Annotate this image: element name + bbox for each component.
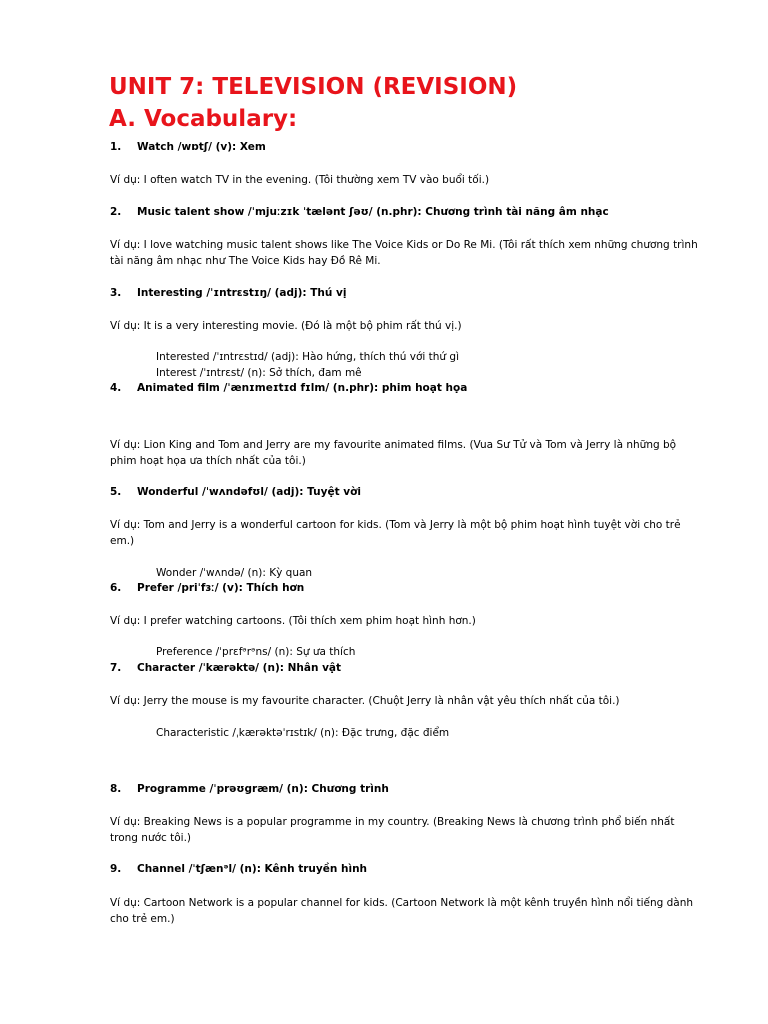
vocab-term-8 <box>110 782 389 797</box>
term-text: Animated film /ˈænɪmeɪtɪd fɪlm/ (n.phr): phim hoạt họa <box>137 382 468 394</box>
term-text: Interesting /ˈɪntrɛstɪŋ/ (adj): Thú vị <box>137 287 347 299</box>
derived-word: Wonder /ˈwʌndə/ (n): Kỳ quan <box>156 567 313 579</box>
item-number: 5. <box>110 486 122 498</box>
term-text: Programme /ˈprəʊgræm/ (n): Chương trình <box>137 783 389 795</box>
item-number: 4. <box>110 382 122 394</box>
page-title: UNIT 7: TELEVISION (REVISION) <box>109 74 518 100</box>
term-text: Wonderful /ˈwʌndəfʊl/ (adj): Tuyệt vời <box>137 486 361 498</box>
example-3: Ví dụ: It is a very interesting movie. (Đó là một bộ phim rất thú vị.) <box>110 320 462 332</box>
term-text: Prefer /priˈfɜː/ (v): Thích hơn <box>137 582 305 594</box>
derived-word: Characteristic /ˌkærəktəˈrɪstɪk/ (n): Đặc trưng, đặc điểm <box>156 727 450 739</box>
term-text: Music talent show /ˈmjuːzɪk ˈtælənt ʃəʊ/ (n.phr): Chương trình tài năng âm nhạc <box>137 206 609 218</box>
term-text: Watch /wɒtʃ/ (v): Xem <box>137 141 266 153</box>
item-number: 6. <box>110 582 122 594</box>
term-text: Character /ˈkærəktə/ (n): Nhân vật <box>137 662 342 674</box>
vocab-term-1 <box>110 140 266 155</box>
item-number: 2. <box>110 206 122 218</box>
vocab-term-4 <box>110 381 467 396</box>
vocab-term-9 <box>110 862 367 877</box>
vocab-term-2 <box>110 205 609 220</box>
vocab-term-7 <box>110 661 341 676</box>
item-number: 1. <box>110 141 122 153</box>
vocab-term-6 <box>110 581 304 596</box>
item-number: 7. <box>110 662 122 674</box>
example-7: Ví dụ: Jerry the mouse is my favourite character. (Chuột Jerry là nhân vật yêu thích nhất của tôi.) <box>110 695 620 707</box>
vocab-term-3 <box>110 286 346 301</box>
example-6: Ví dụ: I prefer watching cartoons. (Tôi thích xem phim hoạt hình hơn.) <box>110 615 476 627</box>
example-2: Ví dụ: I love watching music talent shows like The Voice Kids or Do Re Mi. (Tôi rất thích xem những chương trình tài năng âm nhạc như The Voice Kids hay Đồ Rê Mi. <box>110 239 698 267</box>
example-5: Ví dụ: Tom and Jerry is a wonderful cartoon for kids. (Tom và Jerry là một bộ phim hoạt hình tuyệt vời cho trẻ em.) <box>110 519 681 547</box>
term-text: Channel /ˈtʃænᵊl/ (n): Kênh truyền hình <box>137 863 368 875</box>
section-heading: A. Vocabulary: <box>109 106 298 132</box>
item-number: 9. <box>110 863 122 875</box>
vocab-term-5 <box>110 485 361 500</box>
example-1: Ví dụ: I often watch TV in the evening. (Tôi thường xem TV vào buổi tối.) <box>110 174 490 186</box>
derived-word: Preference /ˈprɛfᵊrᵊns/ (n): Sự ưa thích <box>156 646 356 658</box>
derived-word: Interested /ˈɪntrɛstɪd/ (adj): Hào hứng, thích thú với thứ gì <box>156 351 459 363</box>
item-number: 8. <box>110 783 122 795</box>
example-4: Ví dụ: Lion King and Tom and Jerry are my favourite animated films. (Vua Sư Tử và Tom và Jerry là những bộ phim hoạt họa ưa thích nhất của tôi.) <box>110 439 677 467</box>
example-8: Ví dụ: Breaking News is a popular programme in my country. (Breaking News là chương trình phổ biến nhất trong nước tôi.) <box>110 816 675 844</box>
example-9: Ví dụ: Cartoon Network is a popular channel for kids. (Cartoon Network là một kênh truyền hình nổi tiếng dành cho trẻ em.) <box>110 897 694 925</box>
derived-word: Interest /ˈɪntrɛst/ (n): Sở thích, đam mê <box>156 367 362 379</box>
item-number: 3. <box>110 287 122 299</box>
